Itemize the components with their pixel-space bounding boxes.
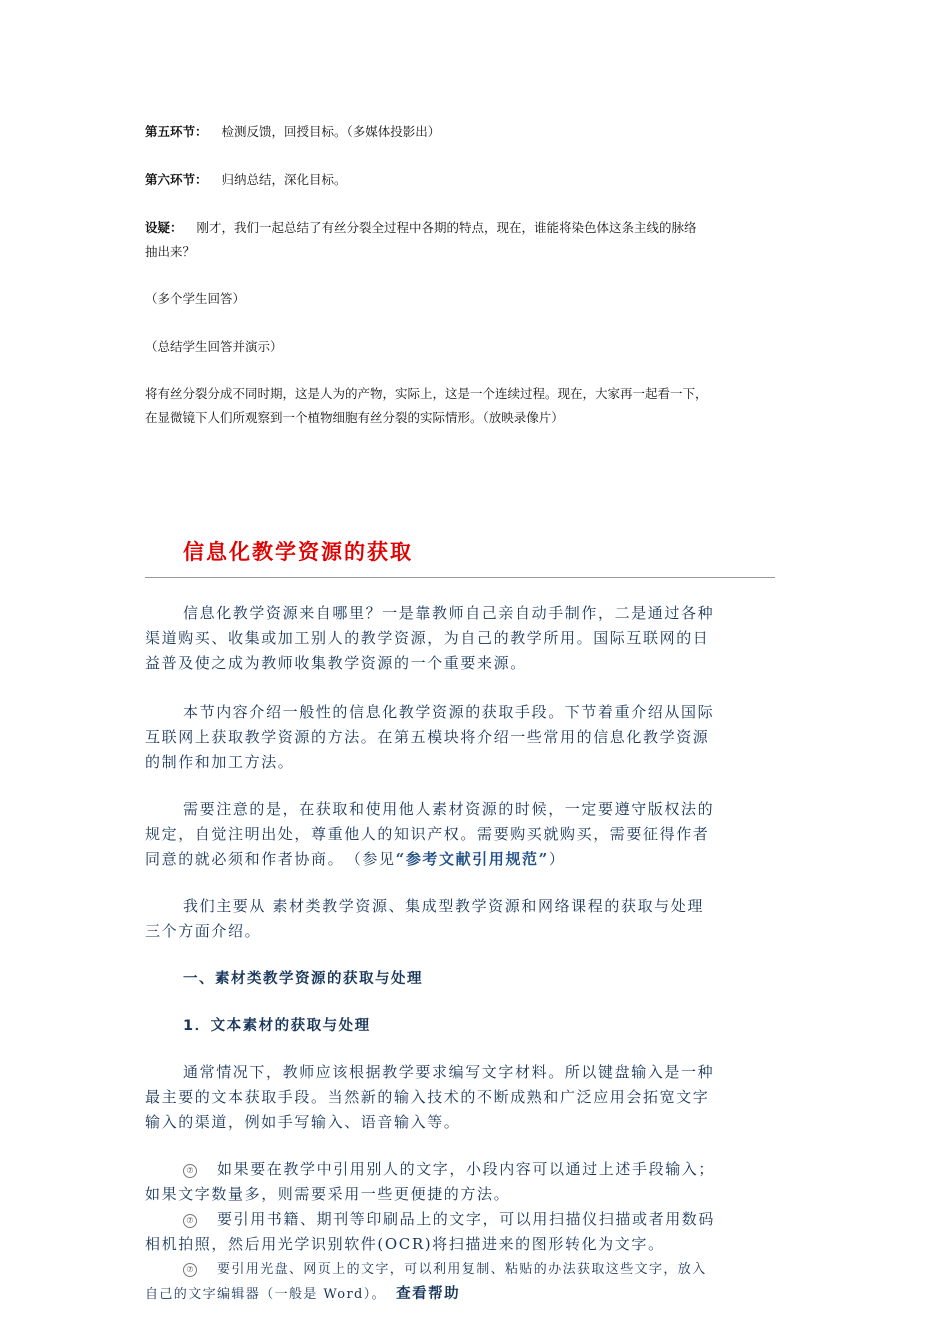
p5-line2: 最主要的文本获取手段。当然新的输入技术的不断成熟和广泛应用会拓宽文字 [145, 1088, 710, 1106]
question-text-line2: 抽出来？ [145, 244, 196, 259]
p1-line2: 渠道购买、收集或加工别人的教学资源，为自己的教学所用。国际互联网的日 [145, 629, 710, 647]
paragraph-4 [145, 894, 785, 944]
p2-line3: 的制作和加工方法。 [145, 753, 295, 771]
bullet-3 [145, 1257, 785, 1307]
bullet-3-icon: ⑦ [183, 1263, 197, 1277]
step5-label: 第五环节： [145, 124, 208, 139]
bullet-1 [145, 1157, 785, 1207]
step5-line [145, 120, 795, 144]
note-students-answer: （多个学生回答） [145, 291, 246, 306]
section-title: 信息化教学资源的获取 [183, 540, 413, 564]
top-paragraph-line2: 在显微镜下人们所观察到一个植物细胞有丝分裂的实际情形。（放映录像片） [145, 410, 564, 425]
heading-text-material: 1．文本素材的获取与处理 [183, 1018, 371, 1034]
bullet-2-icon: ⑦ [183, 1214, 197, 1228]
p2-line1: 本节内容介绍一般性的信息化教学资源的获取手段。下节着重介绍从国际 [183, 703, 715, 721]
p3-line3-b: ） [548, 850, 566, 868]
p4-line2: 三个方面介绍。 [145, 922, 262, 940]
step6-label: 第六环节： [145, 172, 208, 187]
reference-link[interactable]: “参考文献引用规范” [395, 850, 549, 868]
step5-text: 检测反馈，回授目标。（多媒体投影出） [221, 124, 441, 139]
paragraph-1 [145, 601, 785, 676]
paragraph-3 [145, 797, 785, 872]
bullet-1-icon: ⑦ [183, 1164, 197, 1178]
top-paragraph [145, 382, 805, 430]
question-block [145, 216, 795, 264]
p1-line1: 信息化教学资源来自哪里？一是靠教师自己亲自动手制作，二是通过各种 [183, 604, 715, 622]
p3-line2: 规定，自觉注明出处，尊重他人的知识产权。需要购买就购买，需要征得作者 [145, 825, 710, 843]
p3-line1: 需要注意的是，在获取和使用他人素材资源的时候，一定要遵守版权法的 [183, 800, 715, 818]
p4-line1: 我们主要从 素材类教学资源、集成型教学资源和网络课程的获取与处理 [183, 897, 704, 915]
b3-line2: 自己的文字编辑器（一般是 Word）。 [145, 1287, 387, 1302]
p2-line2: 互联网上获取教学资源的方法。在第五模块将介绍一些常用的信息化教学资源 [145, 728, 710, 746]
b2-line2: 相机拍照，然后用光学识别软件(OCR)将扫描进来的图形转化为文字。 [145, 1235, 665, 1253]
paragraph-2 [145, 700, 785, 775]
paragraph-5 [145, 1060, 785, 1135]
b1-line2: 如果文字数量多，则需要采用一些更便捷的方法。 [145, 1185, 511, 1203]
bullet-2 [145, 1207, 785, 1257]
title-divider [145, 577, 775, 578]
top-paragraph-line1: 将有丝分裂分成不同时期，这是人为的产物，实际上，这是一个连续过程。现在，大家再一起看一下， [145, 386, 708, 401]
question-text-line1: 刚才，我们一起总结了有丝分裂全过程中各期的特点，现在，谁能将染色体这条主线的脉络 [196, 220, 697, 235]
b1-line1: 如果要在教学中引用别人的文字，小段内容可以通过上述手段输入； [217, 1160, 716, 1178]
step6-text: 归纳总结，深化目标。 [221, 172, 347, 187]
p1-line3: 益普及使之成为教师收集教学资源的一个重要来源。 [145, 654, 527, 672]
p5-line3: 输入的渠道，例如手写输入、语音输入等。 [145, 1113, 461, 1131]
p3-line3-a: 同意的就必须和作者协商。 （参见 [145, 850, 396, 868]
p5-line1: 通常情况下，教师应该根据教学要求编写文字材料。所以键盘输入是一种 [183, 1063, 715, 1081]
help-link[interactable]: 查看帮助 [396, 1286, 461, 1302]
b2-line1: 要引用书籍、期刊等印刷品上的文字，可以用扫描仪扫描或者用数码 [217, 1210, 716, 1228]
step6-line [145, 168, 795, 192]
question-label: 设疑： [145, 220, 183, 235]
heading-material-resources: 一、素材类教学资源的获取与处理 [183, 971, 423, 987]
b3-line1: 要引用光盘、网页上的文字，可以利用复制、粘贴的办法获取这些文字，放入 [217, 1262, 707, 1277]
note-summary-demo: （总结学生回答并演示） [145, 339, 283, 354]
